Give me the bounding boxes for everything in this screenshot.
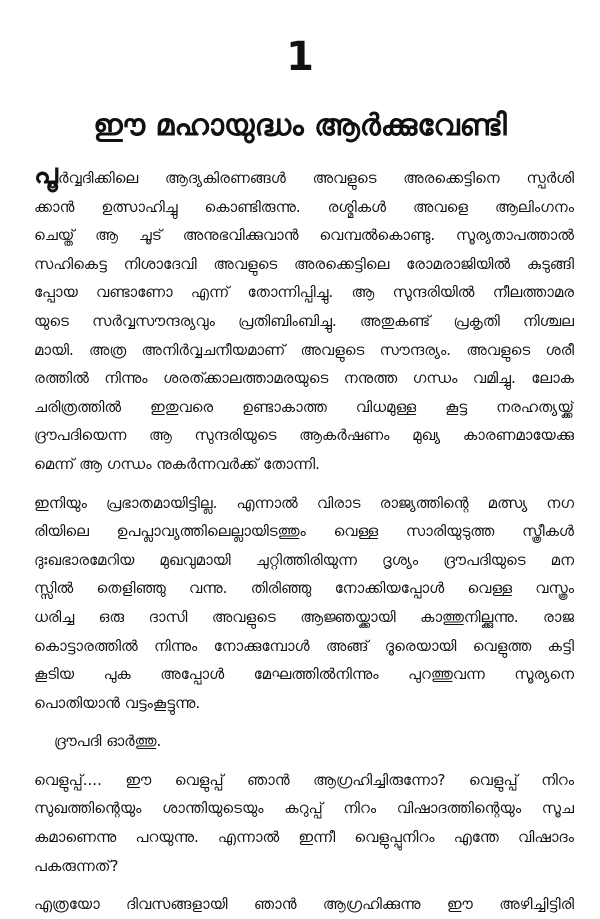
- paragraph-line: കൊട്ടാരത്തിൽ നിന്നും നോക്കുമ്പോൾ അങ്ങ് ദൂരെയായി വെളുത്ത കട്ടി: [34, 636, 574, 655]
- paragraph-line: എത്രയോ ദിവസങ്ങളായി ഞാൻ ആഗ്രഹിക്കുന്നു ഈ അഴിച്ചിട്ടിരി: [34, 895, 574, 914]
- paragraph-line: ചരിത്രത്തിൽ ഇതുവരെ ഉണ്ടാകാത്ത വിധമുള്ള കൂട്ട നരഹത്യയ്ക്ക്: [34, 397, 574, 416]
- paragraph-line: യുടെ സർവ്വസൗന്ദര്യവും പ്രതിബിംബിച്ചു. അതുകണ്ട് പ്രകൃതി നിശ്ചല: [34, 311, 574, 330]
- paragraph-1: [34, 160, 574, 479]
- chapter-body: [34, 160, 574, 919]
- paragraph-line: പകരുന്നത്?: [34, 856, 119, 875]
- paragraph-2: [34, 489, 574, 718]
- paragraph-line: പ്പോയ വണ്ടാണോ എന്ന് തോന്നിപ്പിച്ചു. ആ സുന്ദരിയിൽ നീലത്താമര: [34, 283, 574, 302]
- chapter-number: 1: [286, 34, 314, 80]
- paragraph-line: രത്തിൽ നിന്നും ശരത്ക്കാലത്താമരയുടെ നനുത്ത ഗന്ധം വമിച്ചു. ലോക: [34, 369, 574, 388]
- chapter-title: ഈ മഹായുദ്ധം ആർക്കുവേണ്ടി: [93, 108, 507, 143]
- paragraph-line: ധരിച്ച ഒരു ദാസി അവളുടെ ആജ്ഞയ്ക്കായി കാത്തുനില്ക്കുന്നു. രാജ: [34, 607, 574, 626]
- drop-cap: പൂ: [34, 160, 58, 190]
- paragraph-line: വെളുപ്പ്.... ഈ വെളുപ്പ് ഞാൻ ആഗ്രഹിച്ചിരുന്നോ? വെളുപ്പ് നിറം: [34, 770, 574, 789]
- paragraph-line: കൂടിയ പുക അപ്പോൾ മേഘത്തിൽനിന്നും പുറത്തുവന്ന സൂര്യനെ: [34, 665, 574, 684]
- paragraph-5: [34, 890, 574, 919]
- paragraph-line: ദുഃഖഭാരമേറിയ മുഖവുമായി ചുറ്റിത്തിരിയുന്ന ദൃശ്യം ദ്രൗപദിയുടെ മന: [34, 550, 574, 569]
- paragraph-line: രിയിലെ ഉപപ്ലാവ്യത്തിലെല്ലായിടത്തും വെള്ള സാരിയുടുത്ത സ്ത്രീകൾ: [34, 522, 574, 541]
- paragraph-line: മെന്ന് ആ ഗന്ധം നുകർന്നവർക്ക് തോന്നി.: [34, 454, 320, 473]
- paragraph-line: ദ്രൗപദി ഓർത്തു.: [54, 732, 162, 751]
- paragraph-line: ദ്രൗപദിയെന്ന ആ സുന്ദരിയുടെ ആകർഷണം മുഖ്യ കാരണമായേക്കു: [34, 426, 574, 445]
- paragraph-line: പൊതിയാൻ വട്ടംകൂട്ടുന്നു.: [34, 693, 201, 712]
- paragraph-line: മായി. അത്ര അനിർവ്വചനീയമാണ് അവളുടെ സൗന്ദര്യം. അവളുടെ ശരീ: [34, 340, 574, 359]
- paragraph-line: ചെയ്ത് ആ ചൂട് അനുഭവിക്കുവാൻ വെമ്പൽകൊണ്ടു. സൂര്യതാപത്താൽ: [34, 226, 574, 245]
- paragraph-3: [34, 727, 574, 756]
- paragraph-line: പൂർവ്വദിക്കിലെ ആദ്യകിരണങ്ങൾ അവളുടെ അരക്കെട്ടിനെ സ്പർശി: [34, 160, 574, 193]
- paragraph-line: സ്സിൽ തെളിഞ്ഞു വന്നു. തിരിഞ്ഞു നോക്കിയപ്പോൾ വെള്ള വസ്ത്രം: [34, 579, 574, 598]
- paragraph-line: കമാണെന്നു പറയുന്നു. എന്നാൽ ഇന്നീ വെളുപ്പുനിറം എന്തേ വിഷാദം: [34, 828, 574, 847]
- paragraph-line: സഹികെട്ട നിശാദേവി അവളുടെ അരക്കെട്ടിലെ രോമരാജിയിൽ കുടുങ്ങി: [34, 254, 574, 273]
- paragraph-line: ക്കാൻ ഉത്സാഹിച്ചു കൊണ്ടിരുന്നു. രശ്മികൾ അവളെ ആലിംഗനം: [34, 197, 574, 216]
- paragraph-line: ഇനിയും പ്രഭാതമായിട്ടില്ല. എന്നാൽ വിരാട രാജ്യത്തിന്റെ മത്സ്യ നഗ: [34, 493, 574, 512]
- paragraph-line: സുഖത്തിന്റെയും ശാന്തിയുടെയും കറുപ്പ് നിറം വിഷാദത്തിന്റെയും സൂച: [34, 799, 574, 818]
- paragraph-4: [34, 766, 574, 880]
